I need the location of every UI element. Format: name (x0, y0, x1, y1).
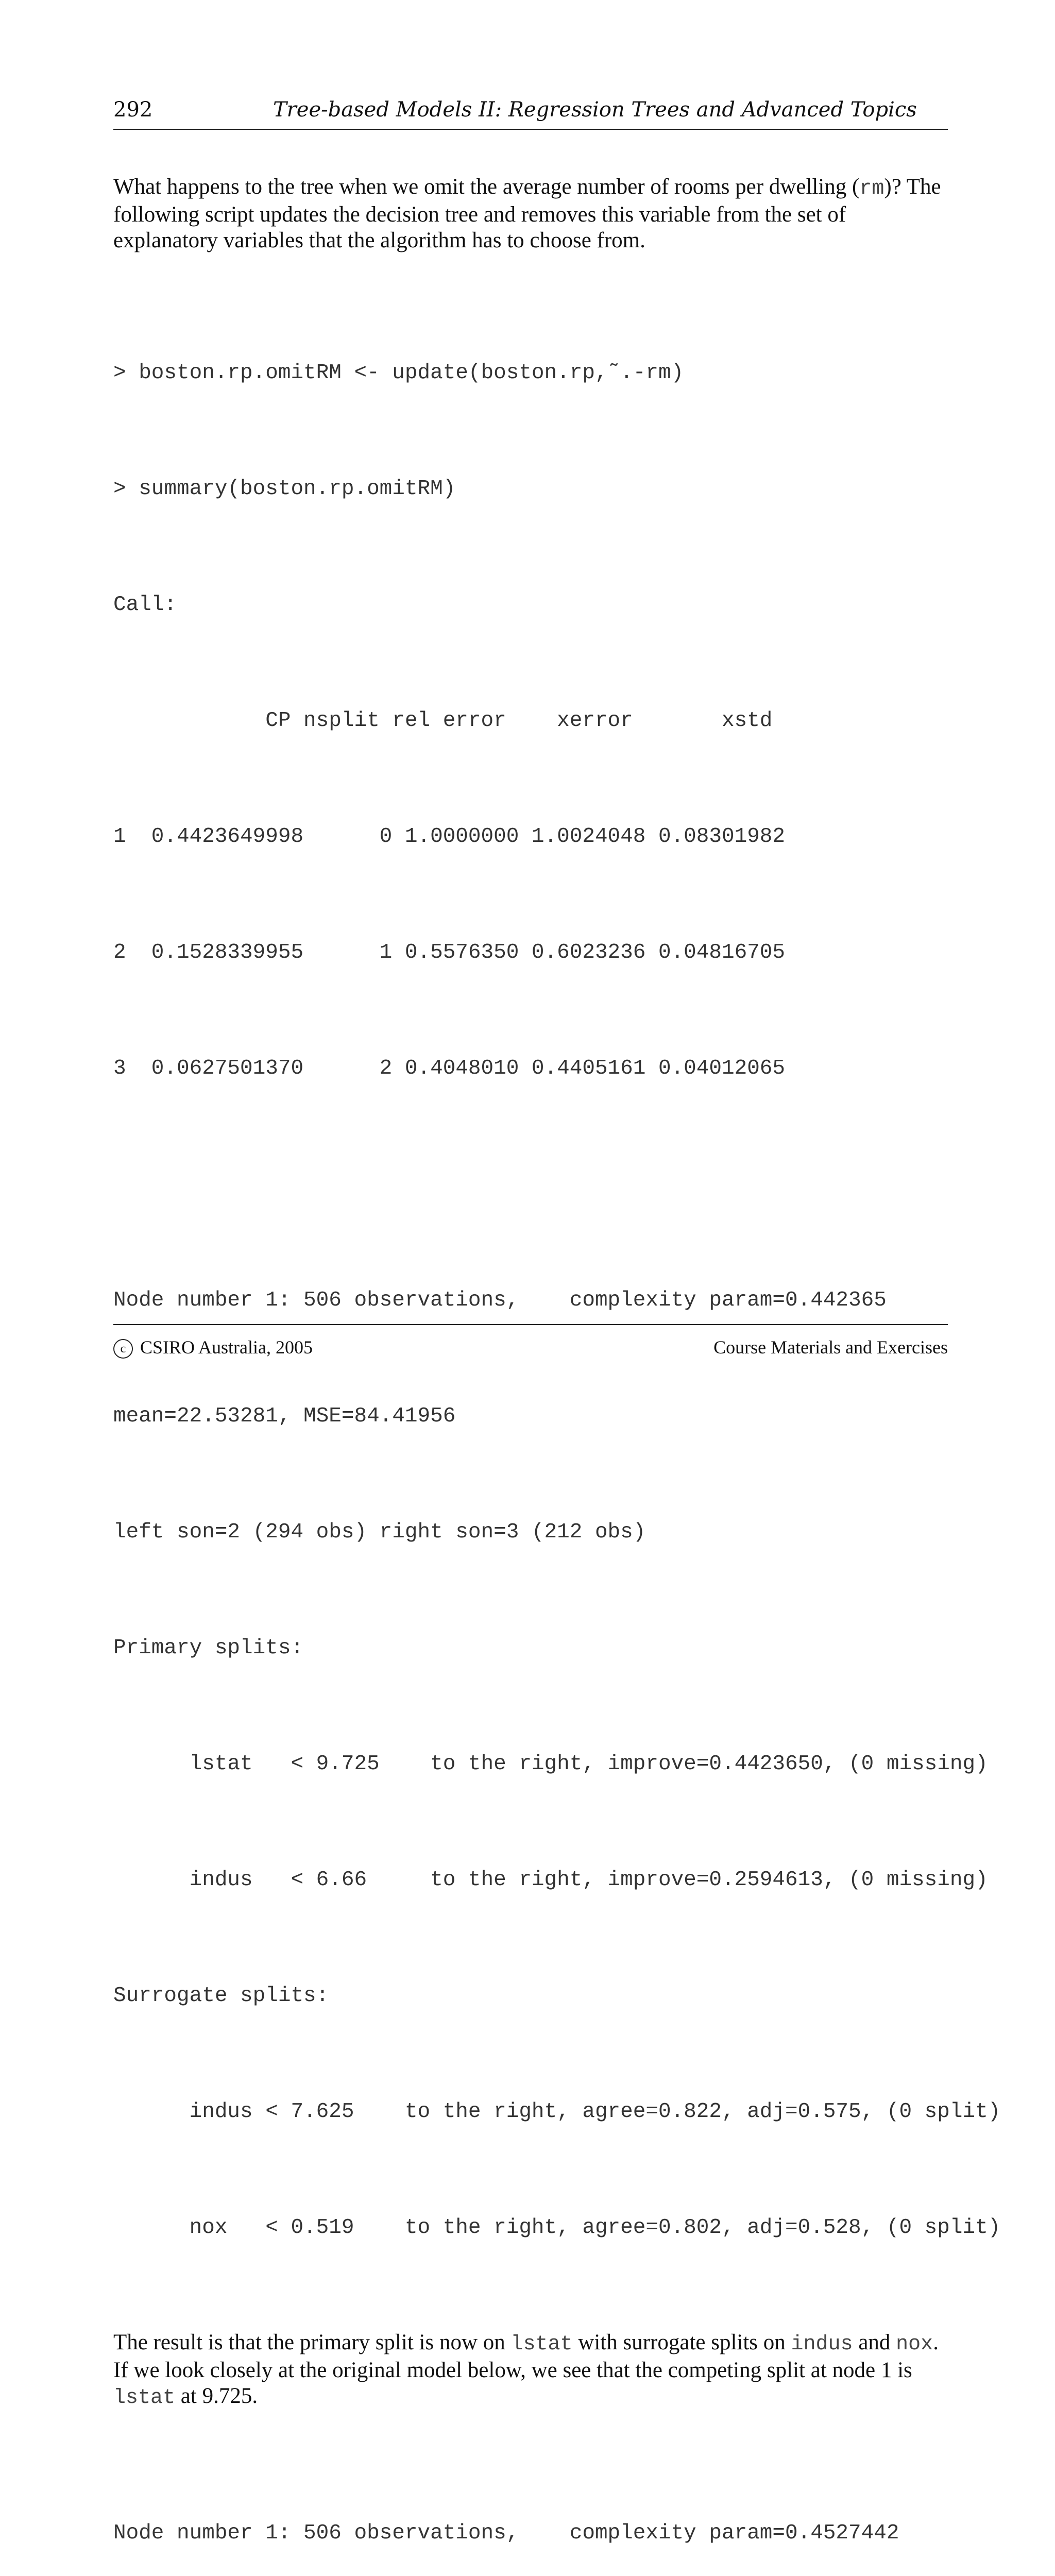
code-line: Call: (113, 593, 177, 617)
code-line: 1 0.4423649998 0 1.0000000 1.0024048 0.08301982 (113, 825, 786, 849)
code-line: mean=22.53281, MSE=84.41956 (113, 1404, 456, 1428)
page-footer (113, 1324, 948, 1362)
code-line: Surrogate splits: (113, 1984, 329, 2008)
page-number: 292 (113, 98, 153, 122)
text-fragment: )? The following script updates the decision tree and removes this variable from the set of explanatory variables that the algorithm has to choose from. (113, 175, 941, 252)
inline-code: nox (896, 2333, 933, 2356)
footer-right-text: Course Materials and Exercises (713, 1337, 948, 1358)
code-block-original-node (113, 2437, 948, 2576)
code-line: left son=2 (294 obs) right son=3 (212 obs) (113, 1520, 646, 1544)
intro-paragraph (113, 174, 948, 253)
inline-code: lstat (511, 2333, 573, 2356)
footer-left-text: CSIRO Australia, 2005 (140, 1337, 313, 1358)
text-fragment: What happens to the tree when we omit the average number of rooms per dwelling ( (113, 175, 860, 199)
inline-code: rm (859, 177, 884, 200)
running-title: Tree-based Models II: Regression Trees and Advanced Topics (273, 98, 917, 122)
code-gap (113, 1165, 948, 1204)
text-fragment: The result is that the primary split is now on (113, 2330, 511, 2354)
code-line: Node number 1: 506 observations, complexity param=0.4527442 (113, 2521, 899, 2545)
code-line: Node number 1: 506 observations, complexity param=0.442365 (113, 1289, 887, 1312)
text-fragment: . If we look closely at the original model below, we see that the competing split at node 1 is (113, 2330, 939, 2382)
inline-code: indus (791, 2333, 853, 2356)
code-line: Primary splits: (113, 1636, 304, 1660)
text-fragment: at 9.725. (175, 2384, 258, 2408)
inline-code: lstat (113, 2386, 176, 2410)
code-line: 2 0.1528339955 1 0.5576350 0.6023236 0.04816705 (113, 941, 786, 964)
code-line: > boston.rp.omitRM <- update(boston.rp,˜.-rm) (113, 361, 684, 385)
code-line: indus < 7.625 to the right, agree=0.822, adj=0.575, (0 split) (113, 2100, 1001, 2124)
code-line: > summary(boston.rp.omitRM) (113, 477, 456, 501)
footer-copyright (113, 1336, 313, 1359)
page-header (113, 98, 948, 130)
code-block-summary (113, 277, 1001, 2325)
copyright-icon: c (113, 1339, 133, 1359)
code-line: 3 0.0627501370 2 0.4048010 0.4405161 0.04012065 (113, 1057, 786, 1080)
code-line: lstat < 9.725 to the right, improve=0.4423650, (0 missing) (113, 1752, 988, 1776)
code-line: indus < 6.66 to the right, improve=0.2594613, (0 missing) (113, 1868, 988, 1892)
result-paragraph (113, 2330, 948, 2411)
code-line: nox < 0.519 to the right, agree=0.802, adj=0.528, (0 split) (113, 2216, 1001, 2240)
text-fragment: and (853, 2330, 896, 2354)
text-fragment: with surrogate splits on (572, 2330, 791, 2354)
code-line: CP nsplit rel error xerror xstd (113, 709, 773, 733)
